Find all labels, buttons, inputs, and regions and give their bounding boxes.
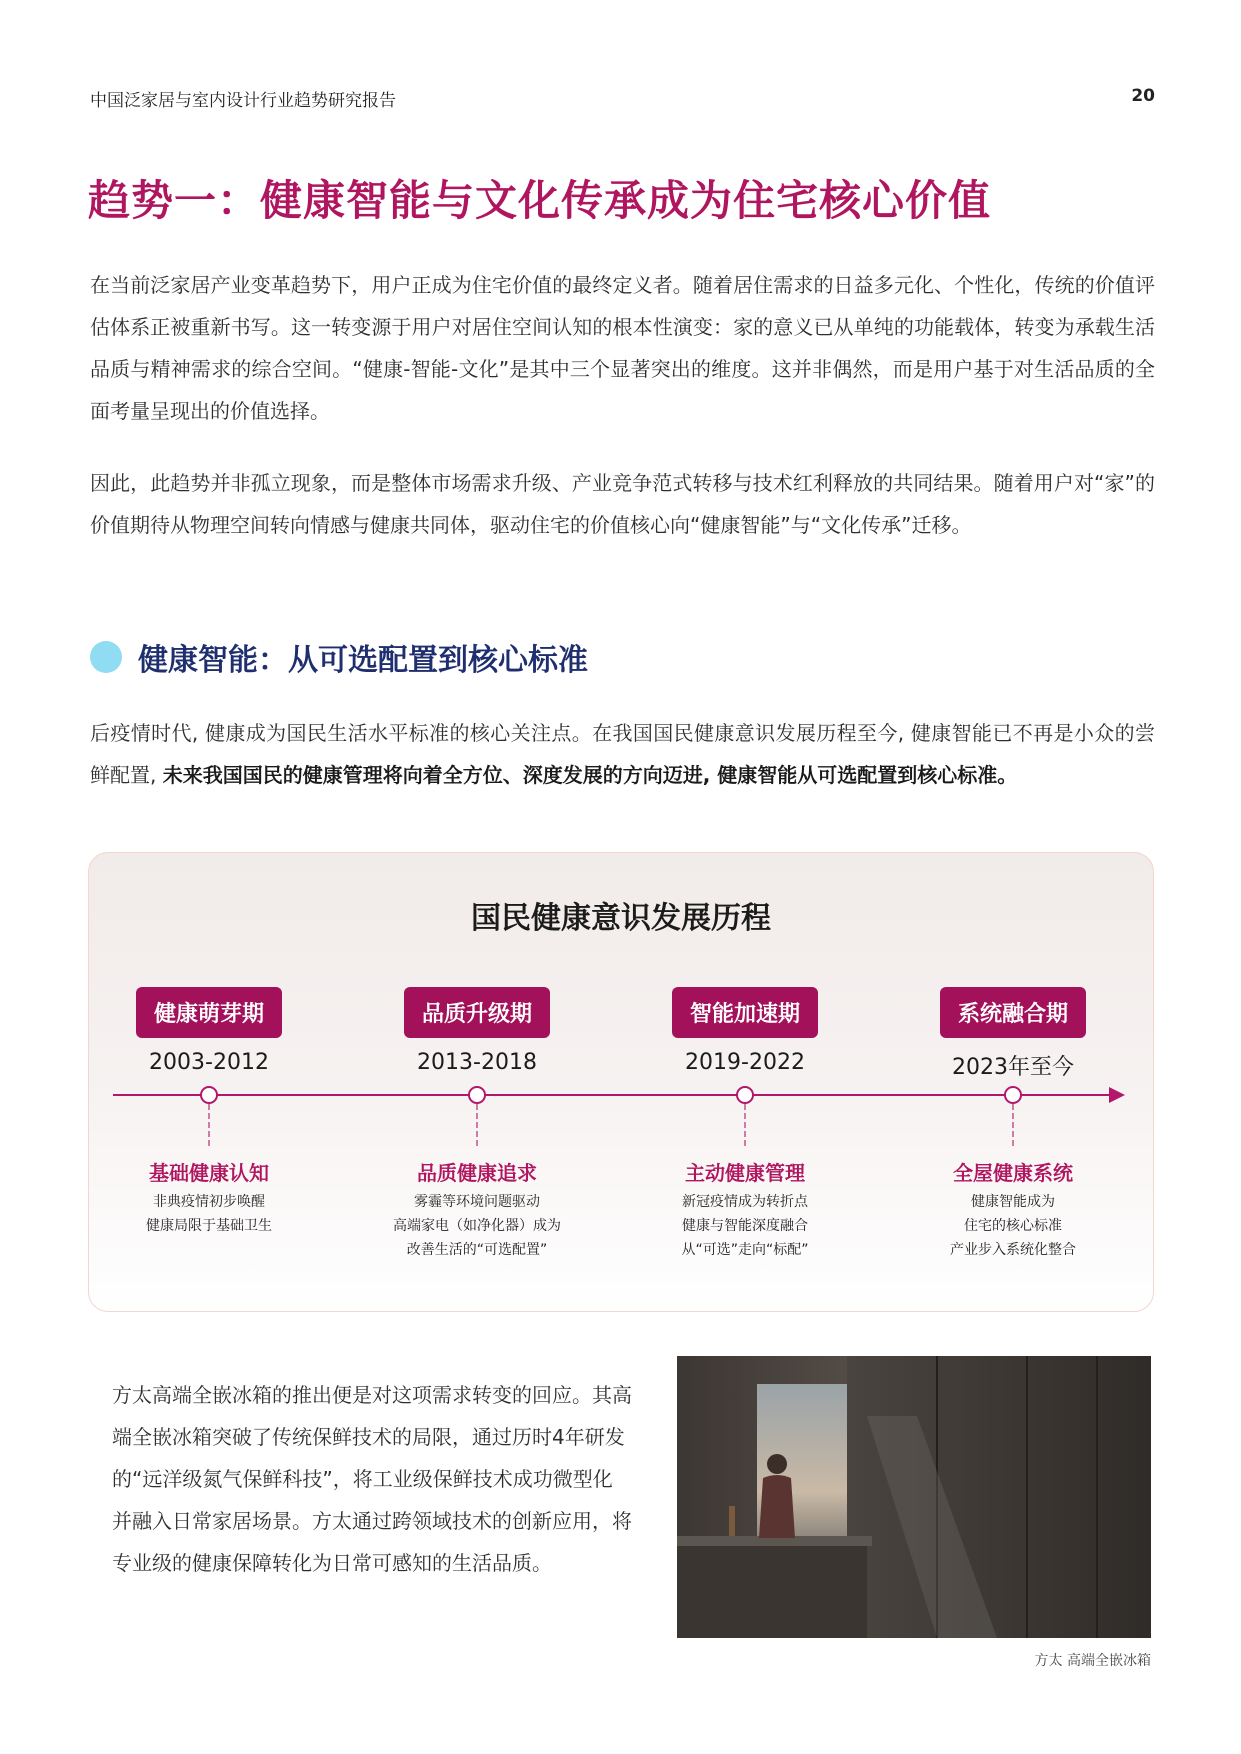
stage-description-line: 改善生活的“可选配置” [406, 1242, 548, 1258]
stage-description-line: 健康局限于基础卫生 [146, 1218, 272, 1234]
timeline-stage [391, 987, 563, 1075]
page-title: 趋势一：健康智能与文化传承成为住宅核心价值 [88, 176, 992, 225]
stage-description-title: 基础健康认知 [149, 1161, 269, 1185]
stage-description-line: 产业步入系统化整合 [950, 1242, 1076, 1258]
report-title: 中国泛家居与室内设计行业趋势研究报告 [90, 91, 396, 111]
stage-label: 健康萌芽期 [136, 987, 282, 1038]
stage-description-line: 高端家电（如净化器）成为 [393, 1218, 561, 1234]
timeline-stage [659, 987, 831, 1075]
timeline-node [736, 1086, 754, 1104]
timeline-stage [123, 987, 295, 1075]
timeline-axis [113, 1094, 1113, 1096]
timeline-stage [927, 987, 1099, 1081]
intro-paragraph-2: 因此，此趋势并非孤立现象，而是整体市场需求升级、产业竞争范式转移与技术红利释放的共同结果。随着用户对“家”的价值期待从物理空间转向情感与健康共同体，驱动住宅的价值核心向“健康智能”与“文化传承”迁移。 [90, 471, 1155, 537]
stage-description [357, 1157, 597, 1262]
stage-description-line: 健康智能成为 [971, 1194, 1055, 1210]
product-paragraph: 方太高端全嵌冰箱的推出便是对这项需求转变的回应。其高端全嵌冰箱突破了传统保鲜技术的局限，通过历时4年研发的“远洋级氮气保鲜科技”，将工业级保鲜技术成功微型化并融入日常家居场景。方太通过跨领域技术的创新应用，将专业级的健康保障转化为日常可感知的生活品质。 [112, 1383, 632, 1575]
stage-description-line: 非典疫情初步唤醒 [153, 1194, 265, 1210]
stage-description-line: 从“可选”走向“标配” [681, 1242, 809, 1258]
stage-years: 2003-2012 [149, 1050, 269, 1075]
stage-years: 2019-2022 [685, 1050, 805, 1075]
timeline-connector [1012, 1104, 1014, 1146]
stage-description-line: 健康与智能深度融合 [682, 1218, 808, 1234]
stage-label: 系统融合期 [940, 987, 1086, 1038]
refrigerator-scene-image [677, 1356, 1151, 1638]
section-paragraph [90, 712, 1155, 796]
section-title: 健康智能：从可选配置到核心标准 [138, 643, 588, 678]
page-number: 20 [1131, 86, 1155, 106]
product-photo [677, 1356, 1151, 1638]
timeline-arrow-icon [1109, 1087, 1125, 1103]
stage-years: 2013-2018 [417, 1050, 537, 1075]
timeline-node [200, 1086, 218, 1104]
stage-label: 智能加速期 [672, 987, 818, 1038]
timeline-node [468, 1086, 486, 1104]
stage-description [625, 1157, 865, 1262]
stage-description-title: 全屋健康系统 [953, 1161, 1073, 1185]
timeline-connector [208, 1104, 210, 1146]
timeline-title: 国民健康意识发展历程 [471, 901, 771, 936]
section-paragraph-text: 后疫情时代, 健康成为国民生活水平标准的核心关注点。在我国国民健康意识发展历程至今, 健康智能已不再是小众的尝鲜配置, [90, 721, 1155, 787]
stage-description-line: 新冠疫情成为转折点 [682, 1194, 808, 1210]
section-paragraph-emphasis: 未来我国国民的健康管理将向着全方位、深度发展的方向迈进, 健康智能从可选配置到核心标准。 [162, 763, 1018, 787]
timeline-node [1004, 1086, 1022, 1104]
stage-description-title: 品质健康追求 [417, 1161, 537, 1185]
stage-label: 品质升级期 [404, 987, 550, 1038]
stage-description-line: 雾霾等环境问题驱动 [414, 1194, 540, 1210]
intro-paragraph-1: 在当前泛家居产业变革趋势下，用户正成为住宅价值的最终定义者。随着居住需求的日益多元化、个性化，传统的价值评估体系正被重新书写。这一转变源于用户对居住空间认知的根本性演变：家的意义已从单纯的功能载体，转变为承载生活品质与精神需求的综合空间。“健康-智能-文化”是其中三个显著突出的维度。这并非偶然，而是用户基于对生活品质的全面考量呈现出的价值选择。 [90, 273, 1155, 423]
timeline-connector [744, 1104, 746, 1146]
photo-caption: 方太 高端全嵌冰箱 [1034, 1653, 1151, 1669]
timeline-connector [476, 1104, 478, 1146]
stage-description-title: 主动健康管理 [685, 1161, 805, 1185]
section-bullet-icon [90, 641, 122, 673]
section-heading [90, 636, 588, 678]
stage-description [89, 1157, 329, 1238]
stage-description [893, 1157, 1133, 1262]
timeline-card [88, 852, 1154, 1312]
stage-years: 2023年至今 [952, 1055, 1074, 1080]
stage-description-line: 住宅的核心标准 [964, 1218, 1062, 1234]
